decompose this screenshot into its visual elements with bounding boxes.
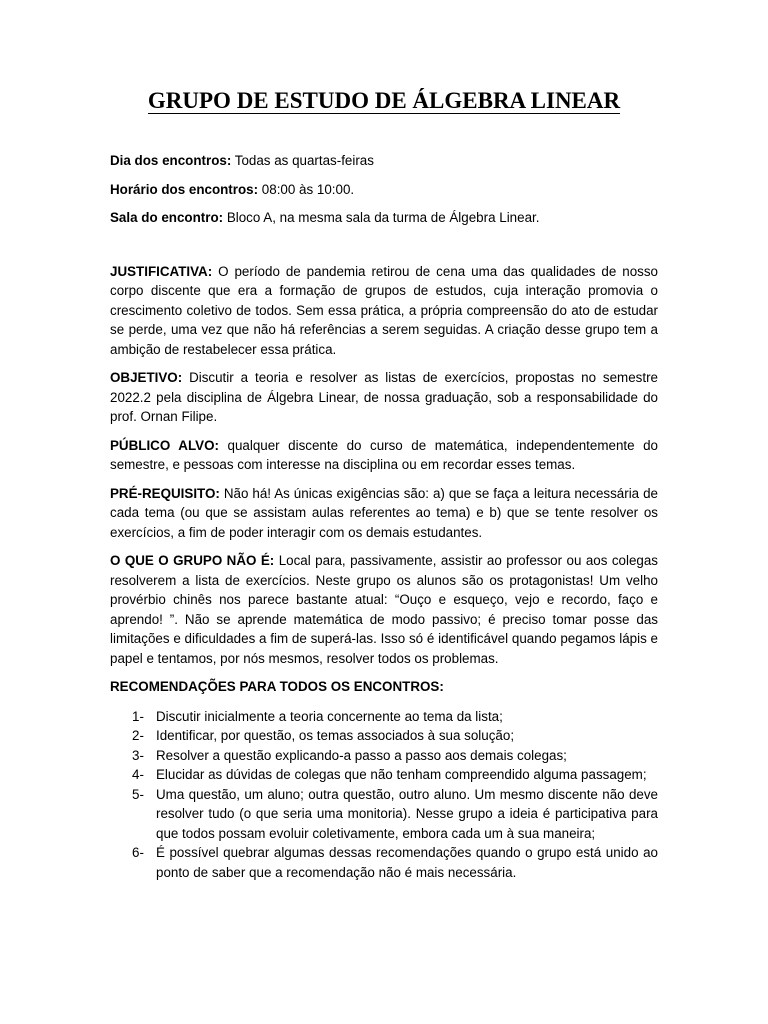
meeting-day: [110, 151, 658, 171]
list-item-text: É possível quebrar algumas dessas recomendações quando o grupo está unido ao ponto de saber que a recomendação não é mais necessária.: [156, 845, 658, 880]
section-o-que-nao-e: [110, 551, 658, 668]
list-item: [110, 746, 658, 766]
document-title: GRUPO DE ESTUDO DE ÁLGEBRA LINEAR: [147, 88, 621, 113]
list-item-number: 3-: [132, 747, 144, 763]
meeting-room-value: Bloco A, na mesma sala da turma de Álgebra Linear.: [226, 210, 540, 225]
list-item-text: Uma questão, um aluno; outra questão, outro aluno. Um mesmo discente não deve resolver tudo (o que seria uma monitoria). Nesse grupo a ideia é participativa para que todos possam evoluir coletivamente, embora cada um à sua maneira;: [156, 786, 658, 841]
list-item-text: Elucidar as dúvidas de colegas que não tenham compreendido alguma passagem;: [156, 767, 647, 782]
list-item: [110, 707, 658, 727]
section-text: Local para, passivamente, assistir ao professor ou aos colegas resolverem a lista de exercícios. Neste grupo os alunos são os protagonistas! Um velho provérbio chinês nos parece bastante atual: “Ouço e esqueço, vejo e recordo, faço e aprendo! ”. Não se aprende matemática de modo passivo; é preciso tomar posse das limitações e dificuldades a fim de superá-las. Isso só é identificável quando pegamos lápis e papel e tentamos, por nós mesmos, resolver todos os problemas.: [110, 553, 658, 666]
list-item-number: 2-: [132, 728, 144, 743]
list-item-number: 4-: [132, 767, 144, 782]
section-text: Não há! As únicas exigências são: a) que se faça a leitura necessária de cada tema (ou que se assistam aulas referentes ao tema) e b) que se tente resolver os exercícios, a fim de poder interagir com os demais estudantes.: [110, 485, 658, 540]
meeting-time-label: Horário dos encontros:: [110, 181, 259, 197]
list-item-number: 6-: [132, 845, 144, 860]
section-publico-alvo: [110, 436, 658, 475]
list-item: [110, 726, 658, 746]
list-item-number: 1-: [132, 708, 144, 724]
document-title-wrap: [0, 86, 768, 116]
meeting-day-value: Todas as quartas-feiras: [234, 153, 374, 168]
section-label: PRÉ-REQUISITO:: [110, 485, 220, 501]
section-text: qualquer discente do curso de matemática, independentemente do semestre, e pessoas com interesse na disciplina ou em recordar esses temas.: [110, 437, 658, 472]
meeting-time-value: 08:00 às 10:00.: [261, 181, 355, 197]
section-text: Discutir a teoria e resolver as listas de exercícios, propostas no semestre 2022.2 pela disciplina de Álgebra Linear, de nossa graduação, sob a responsabilidade do prof. Ornan Filipe.: [110, 370, 658, 424]
document-body: [110, 151, 658, 882]
list-item: [110, 843, 658, 882]
section-objetivo: [110, 368, 658, 427]
section-pre-requisito: [110, 484, 658, 543]
list-item: [110, 785, 658, 844]
list-item-number: 5-: [132, 786, 144, 802]
section-label: O QUE O GRUPO NÃO É:: [110, 553, 275, 568]
list-item: [110, 765, 658, 785]
meeting-day-label: Dia dos encontros:: [110, 153, 232, 168]
section-label: JUSTIFICATIVA:: [110, 263, 213, 279]
list-item-text: Identificar, por questão, os temas associados à sua solução;: [156, 728, 515, 743]
meeting-room: [110, 208, 658, 228]
section-label: OBJETIVO:: [110, 370, 183, 385]
meeting-time: [110, 180, 658, 200]
meeting-room-label: Sala do encontro:: [110, 210, 224, 225]
recommendations-list: [110, 707, 658, 883]
list-item-text: Resolver a questão explicando-a passo a passo aos demais colegas;: [156, 747, 567, 763]
section-label: PÚBLICO ALVO:: [110, 437, 219, 453]
section-text: O período de pandemia retirou de cena uma das qualidades de nosso corpo discente que era a formação de grupos de estudos, cuja interação promovia o crescimento coletivo de todos. Sem essa prática, a própria compreensão do ato de estudar se perde, uma vez que não há referências a serem seguidas. A criação desse grupo tem a ambição de restabelecer essa prática.: [110, 263, 658, 357]
recommendations-heading: RECOMENDAÇÕES PARA TODOS OS ENCONTROS:: [110, 679, 444, 694]
list-item-text: Discutir inicialmente a teoria concernente ao tema da lista;: [156, 708, 503, 724]
section-justificativa: [110, 262, 658, 360]
